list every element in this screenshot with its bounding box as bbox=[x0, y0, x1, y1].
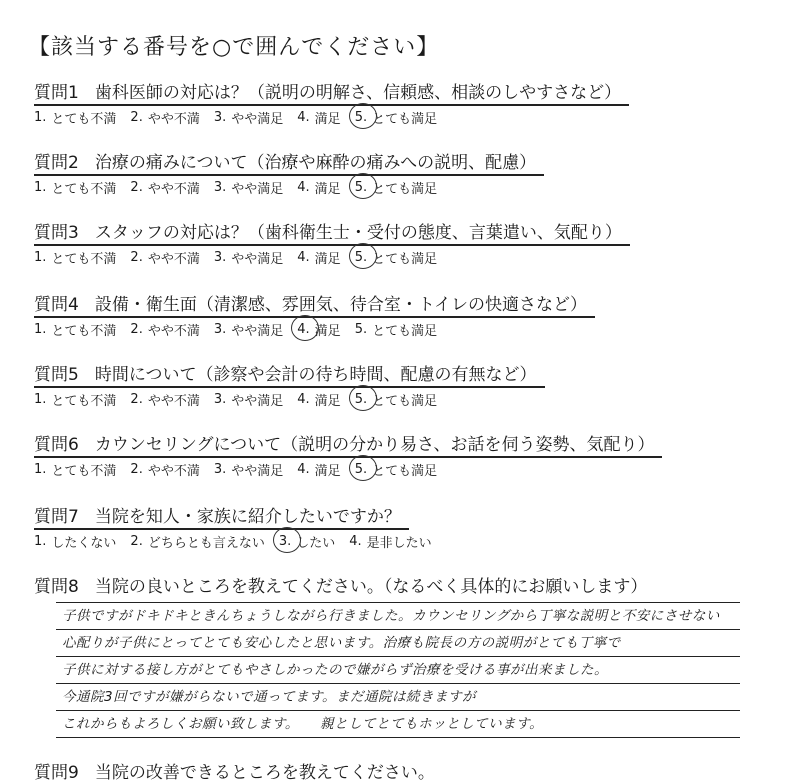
answer-options bbox=[34, 108, 629, 127]
option-5[interactable]: 5. とても満足 bbox=[355, 178, 437, 197]
question-text: 当院の良いところを教えてください。（なるべく具体的にお願いします） bbox=[94, 577, 648, 597]
question-text: カウンセリングについて（説明の分かり易さ、お話を伺う姿勢、気配り） bbox=[94, 435, 655, 455]
question-text: 歯科医師の対応は？（説明の明解さ、信頼感、相談のしやすさなど） bbox=[94, 83, 622, 103]
question-heading bbox=[34, 218, 630, 246]
question-9 bbox=[34, 758, 443, 784]
answer-options bbox=[34, 390, 545, 409]
option-1[interactable]: 1. とても不満 bbox=[34, 250, 117, 267]
question-heading bbox=[34, 430, 662, 458]
question-5 bbox=[34, 360, 545, 409]
question-text: 時間について（診察や会計の待ち時間、配慮の有無など） bbox=[94, 365, 537, 385]
question-text: 治療の痛みについて（治療や麻酔の痛みへの説明、配慮） bbox=[94, 153, 537, 173]
option-1[interactable]: 1. とても不満 bbox=[34, 392, 117, 409]
question-number: 質問7 bbox=[34, 507, 79, 527]
option-2[interactable]: 2. やや不満 bbox=[130, 180, 200, 197]
option-2[interactable]: 2. どちらとも言えない bbox=[130, 534, 265, 551]
option-1[interactable]: 1. したくない bbox=[34, 534, 117, 551]
question-1 bbox=[34, 78, 629, 127]
option-4[interactable]: 4. 是非したい bbox=[349, 534, 432, 551]
question-number: 質問1 bbox=[34, 83, 79, 103]
question-heading bbox=[34, 572, 655, 598]
option-5[interactable]: 5. とても満足 bbox=[354, 322, 438, 339]
option-3[interactable]: 3. やや満足 bbox=[213, 250, 284, 267]
option-3[interactable]: 3. やや満足 bbox=[213, 110, 284, 127]
option-4[interactable]: 4. 満足 bbox=[297, 110, 341, 127]
option-2[interactable]: 2. やや不満 bbox=[130, 462, 200, 479]
question-heading bbox=[34, 502, 409, 530]
question-6 bbox=[34, 430, 662, 479]
question-number: 質問5 bbox=[34, 365, 79, 385]
handwritten-line: 子供に対する接し方がとてもやさしかったので嫌がらず治療を受ける事が出来ました。 bbox=[56, 657, 740, 684]
question-8 bbox=[34, 572, 655, 598]
option-4[interactable]: 4. 満足 bbox=[297, 320, 340, 339]
handwritten-answer bbox=[56, 602, 740, 738]
question-heading bbox=[34, 360, 545, 388]
question-number: 質問6 bbox=[34, 435, 79, 455]
page-title: 【該当する番号を○で囲んでください】 bbox=[28, 35, 440, 60]
question-heading bbox=[34, 148, 544, 176]
option-3[interactable]: 3. やや満足 bbox=[213, 462, 284, 479]
answer-options bbox=[34, 460, 662, 479]
question-heading bbox=[34, 758, 443, 784]
option-1[interactable]: 1. とても不満 bbox=[34, 110, 117, 127]
option-2[interactable]: 2. やや不満 bbox=[130, 392, 200, 409]
option-2[interactable]: 2. やや不満 bbox=[130, 250, 200, 267]
question-heading bbox=[34, 290, 595, 318]
option-1[interactable]: 1. とても不満 bbox=[34, 462, 117, 479]
answer-options bbox=[34, 532, 446, 551]
option-3[interactable]: 3. やや満足 bbox=[213, 322, 284, 339]
option-1[interactable]: 1. とても不満 bbox=[34, 322, 117, 339]
question-text: 当院を知人・家族に紹介したいですか？ bbox=[94, 507, 401, 527]
question-number: 質問8 bbox=[34, 577, 79, 597]
handwritten-line: これからもよろしくお願い致します。 親としてとてもホッとしています。 bbox=[56, 711, 740, 738]
option-5[interactable]: 5. とても満足 bbox=[355, 108, 437, 127]
answer-options bbox=[34, 320, 595, 339]
question-number: 質問3 bbox=[34, 223, 79, 243]
handwritten-line: 今通院3回ですが嫌がらないで通ってます。まだ通院は続きますが bbox=[56, 684, 740, 711]
question-number: 質問9 bbox=[34, 763, 79, 783]
question-4 bbox=[34, 290, 595, 339]
handwritten-line: 子供ですがドキドキときんちょうしながら行きました。カウンセリングから丁寧な説明と不安にさせない bbox=[56, 602, 740, 630]
option-2[interactable]: 2. やや不満 bbox=[130, 110, 200, 127]
question-text: 設備・衛生面（清潔感、雰囲気、待合室・トイレの快適さなど） bbox=[94, 295, 587, 315]
question-3 bbox=[34, 218, 630, 267]
question-number: 質問2 bbox=[34, 153, 79, 173]
option-4[interactable]: 4. 満足 bbox=[297, 250, 341, 267]
question-heading bbox=[34, 78, 629, 106]
option-3[interactable]: 3. やや満足 bbox=[213, 180, 284, 197]
question-number: 質問4 bbox=[34, 295, 79, 315]
option-3[interactable]: 3. やや満足 bbox=[213, 392, 284, 409]
option-3[interactable]: 3. したい bbox=[279, 532, 335, 551]
answer-options bbox=[34, 178, 544, 197]
question-2 bbox=[34, 148, 544, 197]
question-text: スタッフの対応は？（歯科衛生士・受付の態度、言葉遣い、気配り） bbox=[94, 223, 622, 243]
question-7 bbox=[34, 502, 446, 551]
handwritten-line: 心配りが子供にとってとても安心したと思います。治療も院長の方の説明がとても丁寧で bbox=[56, 630, 740, 657]
answer-options bbox=[34, 248, 630, 267]
option-5[interactable]: 5. とても満足 bbox=[355, 248, 437, 267]
option-4[interactable]: 4. 満足 bbox=[297, 462, 341, 479]
option-4[interactable]: 4. 満足 bbox=[297, 392, 341, 409]
option-2[interactable]: 2. やや不満 bbox=[130, 322, 200, 339]
option-5[interactable]: 5. とても満足 bbox=[355, 390, 437, 409]
option-1[interactable]: 1. とても不満 bbox=[34, 180, 117, 197]
question-text: 当院の改善できるところを教えてください。 bbox=[94, 763, 435, 783]
option-4[interactable]: 4. 満足 bbox=[297, 180, 341, 197]
option-5[interactable]: 5. とても満足 bbox=[355, 460, 437, 479]
